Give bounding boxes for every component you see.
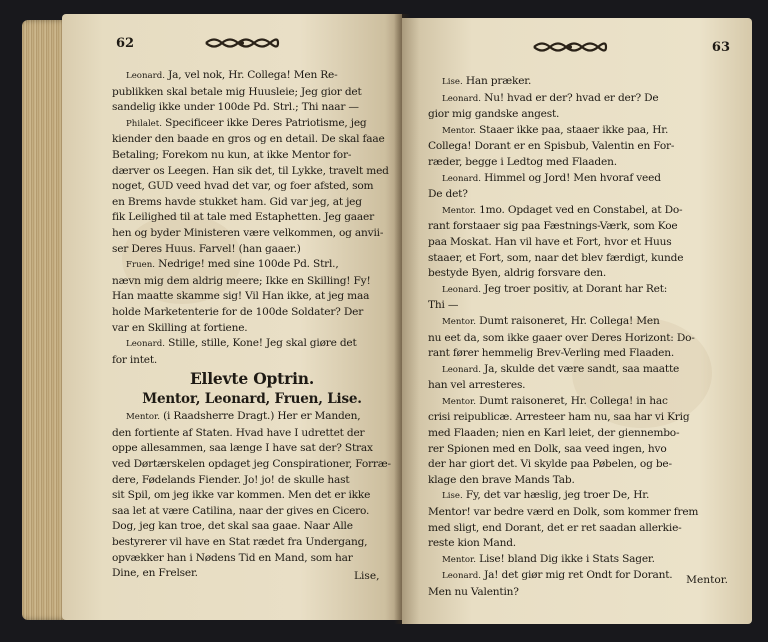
- line-text: rant fører hemmelig Brev-Verling med Flaaden.: [428, 347, 675, 360]
- speaker-name: Lise.: [442, 77, 463, 87]
- line-text: Nu! hvad er der? hvad er der? De: [484, 91, 659, 104]
- text-line: [428, 473, 736, 489]
- text-line: [428, 585, 736, 601]
- text-line: [428, 346, 736, 362]
- line-text: Specificeer ikke Deres Patriotisme, jeg: [165, 116, 367, 129]
- line-text: ved Dørtærskelen opdaget jeg Conspirationer, Forræ-: [112, 458, 391, 471]
- line-text: for intet.: [112, 353, 158, 366]
- line-text: den fortiente af Staten. Hvad have I udrettet der: [112, 426, 365, 439]
- speaker-name: Lise.: [442, 491, 463, 502]
- text-line: [428, 219, 736, 235]
- line-text: Ja, vel nok, Hr. Collega! Men Re-: [168, 69, 338, 81]
- text-line: [112, 305, 392, 321]
- line-text: ræder, begge i Ledtog med Flaaden.: [428, 155, 617, 168]
- line-text: sandelig ikke under 100de Pd. Strl.; Thi naar —: [112, 101, 359, 114]
- line-text: reste kion Mand.: [428, 537, 516, 550]
- text-line: [428, 552, 736, 569]
- line-text: Jeg troer positiv, at Dorant har Ret:: [484, 282, 668, 295]
- text-line: [428, 521, 736, 537]
- right-catchword: Mentor.: [686, 574, 728, 586]
- left-page-number: 62: [116, 36, 135, 51]
- text-line: [112, 409, 392, 426]
- speaker-name: Philalet.: [126, 118, 162, 129]
- text-line: [428, 171, 736, 188]
- text-line: [112, 353, 392, 369]
- text-line: [112, 426, 392, 442]
- text-line: [428, 394, 736, 411]
- text-line: [112, 68, 392, 85]
- text-line: [112, 566, 392, 582]
- text-line: [428, 410, 736, 426]
- text-line: [112, 551, 392, 567]
- speaker-name: Leonard.: [442, 173, 481, 184]
- line-text: sit Spil, om jeg ikke var kommen. Men det er ikke: [112, 489, 371, 502]
- line-text: Staaer ikke paa, staaer ikke paa, Hr.: [479, 123, 669, 136]
- text-line: [428, 282, 736, 299]
- left-header-ornament: [204, 36, 280, 50]
- line-text: fik Leilighed til at tale med Estaphetten. Jeg gaaer: [112, 211, 374, 224]
- text-line: [428, 235, 736, 251]
- text-line: [428, 187, 736, 203]
- line-text: saa let at være Catilina, naar der gives en Cicero.: [112, 504, 370, 517]
- text-line: [112, 116, 392, 133]
- text-line: [112, 457, 392, 473]
- speaker-name: Fruen.: [126, 260, 155, 271]
- line-text: Ja! det giør mig ret Ondt for Dorant.: [484, 569, 673, 582]
- text-line: [112, 132, 392, 148]
- speaker-name: Leonard.: [442, 284, 481, 295]
- line-text: en Brems havde stukket ham. Gid var jeg, at jeg: [112, 195, 362, 208]
- line-text: holde Marketenterie for de 100de Soldater? Der: [112, 305, 364, 318]
- line-text: bestyde Byen, aldrig forsvare den.: [428, 267, 607, 280]
- text-line: [112, 148, 392, 164]
- line-text: staaer, et Fort, som, naar det blev færdigt, kunde: [428, 251, 684, 264]
- text-line: [428, 331, 736, 347]
- line-text: dere, Fødelands Fiender. Jo! jo! de skulle hast: [112, 473, 350, 486]
- line-text: Nedrige! med sine 100de Pd. Strl.,: [158, 258, 339, 271]
- text-line: [112, 441, 392, 457]
- speaker-name: Mentor.: [126, 412, 160, 423]
- line-text: Dine, en Frelser.: [112, 567, 198, 580]
- line-text: nu eet da, som ikke gaaer over Deres Horizont: Do-: [428, 331, 695, 344]
- line-text: nævn mig dem aldrig meere; Ikke en Skilling! Fy!: [112, 274, 371, 287]
- line-text: bestyrerer vil have en Stat rædet fra Undergang,: [112, 536, 368, 549]
- line-text: Lise! bland Dig ikke i Stats Sager.: [479, 552, 655, 565]
- text-line: [112, 242, 392, 258]
- line-text: ser Deres Huus. Farvel! (han gaaer.): [112, 242, 301, 255]
- text-line: [112, 336, 392, 353]
- line-text: Stille, stille, Kone! Jeg skal giøre det: [168, 337, 357, 350]
- text-line: [428, 107, 736, 123]
- line-text: hen og byder Ministeren være velkommen, og anvii-: [112, 226, 384, 239]
- speaker-name: Leonard.: [442, 571, 481, 582]
- text-line: [112, 100, 392, 116]
- text-line: [112, 164, 392, 180]
- line-text: Dumt raisoneret, Hr. Collega! in hac: [479, 394, 668, 407]
- line-text: opvækker han i Nødens Tid en Mand, som har: [112, 551, 353, 564]
- text-line: [428, 266, 736, 282]
- line-text: Collega! Dorant er en Spisbub, Valentin en For-: [428, 140, 675, 153]
- line-text: gior mig gandske angest.: [428, 108, 560, 121]
- speaker-name: Mentor.: [442, 554, 476, 565]
- line-text: klage den brave Mands Tab.: [428, 473, 575, 486]
- text-line: [428, 442, 736, 458]
- speaker-name: Leonard.: [442, 364, 481, 375]
- right-page-number: 63: [711, 40, 730, 55]
- line-text: han vel arresteres.: [428, 379, 526, 392]
- right-page: [402, 18, 752, 624]
- line-text: oppe allesammen, saa længe I have sat der? Strax: [112, 442, 373, 455]
- text-line: [428, 298, 736, 314]
- text-line: [428, 139, 736, 155]
- text-line: [428, 426, 736, 442]
- text-line: [428, 251, 736, 267]
- text-line: [112, 321, 392, 337]
- text-line: [428, 314, 736, 331]
- scene-heading: Ellevte Optrin.: [189, 369, 315, 389]
- left-catchword: Lise,: [354, 570, 380, 582]
- line-text: publikken skal betale mig Huusleie; Jeg gior det: [112, 85, 362, 98]
- line-text: noget, GUD veed hvad det var, og foer afsted, som: [112, 180, 374, 193]
- line-text: (i Raadsherre Dragt.) Her er Manden,: [163, 410, 361, 423]
- line-text: rant forstaaer sig paa Fæstnings-Værk, som Koe: [428, 220, 678, 233]
- open-book: [22, 14, 756, 624]
- speaker-name: Leonard.: [126, 339, 165, 350]
- text-line: [112, 195, 392, 211]
- text-line: [112, 488, 392, 504]
- right-header-ornament: [532, 40, 608, 54]
- left-page: [62, 14, 402, 620]
- text-line: [112, 210, 392, 226]
- text-line: [428, 505, 736, 521]
- text-line: [112, 535, 392, 551]
- text-line: [428, 74, 736, 91]
- line-text: Ja, skulde det være sandt, saa maatte: [484, 362, 680, 375]
- text-line: [428, 91, 736, 108]
- text-line: [428, 378, 736, 394]
- text-line: [112, 179, 392, 195]
- line-text: paa Moskat. Han vil have et Fort, hvor et Huus: [428, 235, 672, 248]
- line-text: Betaling; Forekom nu kun, at ikke Mentor for-: [112, 148, 352, 161]
- text-line: [112, 473, 392, 489]
- line-text: med sligt, end Dorant, det er ret saadan allerkie-: [428, 521, 682, 534]
- text-line: [112, 519, 392, 535]
- line-text: rer Spionen med en Dolk, saa veed ingen, hvo: [428, 442, 667, 455]
- speaker-name: Mentor.: [442, 125, 476, 136]
- speaker-name: Mentor.: [442, 396, 476, 407]
- line-text: Fy, det var hæslig, jeg troer De, Hr.: [465, 489, 650, 502]
- text-line: [428, 123, 736, 140]
- text-line: [428, 203, 736, 220]
- line-text: crisi reipublicæ. Arresteer ham nu, saa har vi Krig: [428, 411, 690, 424]
- text-line: [112, 226, 392, 242]
- line-text: med Flaaden; nien en Karl leiet, der giennembo-: [428, 427, 680, 440]
- speaker-name: Mentor.: [442, 316, 476, 327]
- line-text: 1mo. Opdaget ved en Constabel, at Do-: [479, 203, 683, 216]
- line-text: Mentor! var bedre værd en Dolk, som kommer frem: [428, 506, 699, 519]
- line-text: kiender den baade en gros og en detail. De skal faae: [112, 133, 385, 146]
- line-text: dærver os Leegen. Han sik det, til Lykke, travelt med: [112, 164, 389, 177]
- text-line: [428, 362, 736, 379]
- left-page-text: [112, 68, 392, 582]
- text-line: [428, 457, 736, 473]
- text-line: [112, 504, 392, 520]
- line-text: Dog, jeg kan troe, det skal saa gaae. Naar Alle: [112, 520, 353, 533]
- line-text: De det?: [428, 188, 468, 201]
- text-line: [428, 536, 736, 552]
- speaker-name: Leonard.: [126, 71, 165, 81]
- line-text: Men nu Valentin?: [428, 586, 519, 598]
- line-text: var en Skilling at fortiene.: [112, 321, 248, 334]
- scene-characters: Mentor, Leonard, Fruen, Lise.: [142, 391, 362, 408]
- text-line: [112, 274, 392, 290]
- right-page-text: [428, 74, 736, 601]
- line-text: Han maatte skamme sig! Vil Han ikke, at jeg maa: [112, 290, 370, 303]
- line-text: Himmel og Jord! Men hvoraf veed: [484, 171, 661, 184]
- line-text: Han præker.: [465, 75, 532, 87]
- line-text: Dumt raisoneret, Hr. Collega! Men: [479, 314, 660, 327]
- text-line: [112, 85, 392, 101]
- line-text: der har giort det. Vi skylde paa Pøbelen, og be-: [428, 458, 672, 471]
- text-line: [428, 488, 736, 505]
- speaker-name: Leonard.: [442, 93, 481, 104]
- text-line: [112, 289, 392, 305]
- text-line: [112, 257, 392, 274]
- line-text: Thi —: [428, 299, 459, 312]
- speaker-name: Mentor.: [442, 205, 476, 216]
- text-line: [428, 155, 736, 171]
